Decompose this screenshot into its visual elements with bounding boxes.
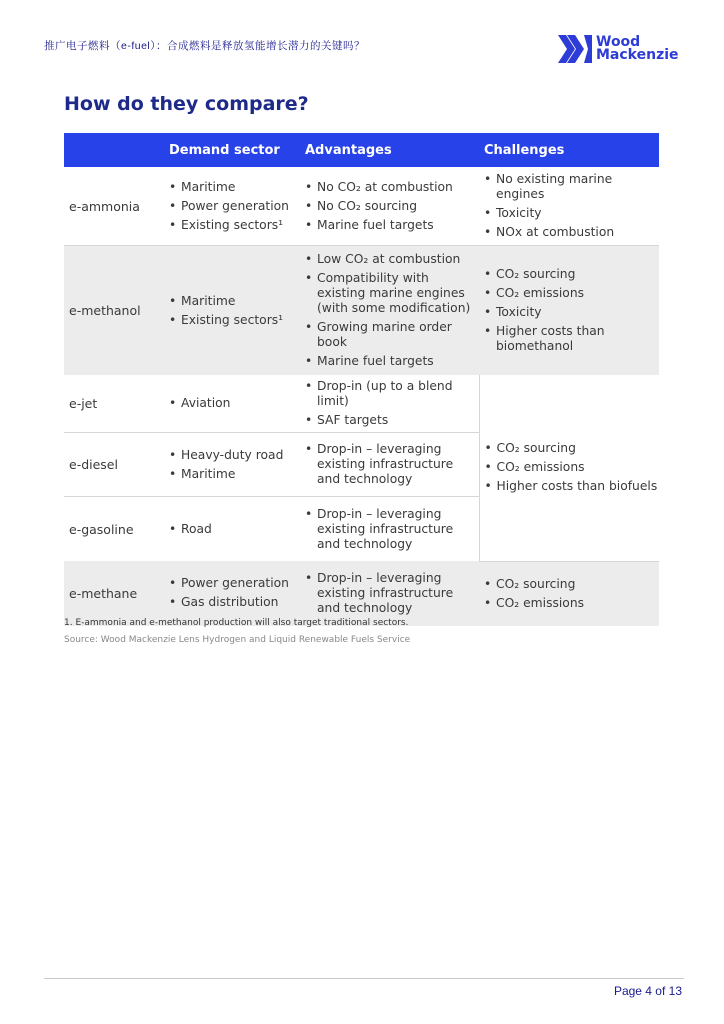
advantage-item: • Growing marine order book (305, 320, 479, 350)
logo-line-1: Wood (596, 34, 641, 50)
advantages-cell (300, 167, 479, 246)
advantage-item: • No CO₂ sourcing (305, 199, 479, 214)
advantage-item: • Drop-in (up to a blend limit) (305, 379, 479, 409)
challenge-item: • NOx at combustion (484, 225, 659, 240)
advantage-item: • Marine fuel targets (305, 218, 479, 233)
wood-mackenzie-logo (558, 34, 679, 64)
challenge-item: • CO₂ sourcing (485, 441, 660, 456)
advantages-cell (300, 497, 479, 562)
challenge-item: • Higher costs than biofuels (485, 479, 660, 494)
footer-divider (44, 978, 684, 979)
advantages-cell (300, 246, 479, 376)
challenge-item: • CO₂ emissions (485, 460, 660, 475)
demand-item: • Heavy-duty road (169, 448, 300, 463)
challenge-item: • CO₂ emissions (484, 596, 659, 611)
comparison-table (64, 133, 659, 626)
table-row-e-methanol (64, 246, 659, 376)
demand-item: • Gas distribution (169, 595, 300, 610)
fuel-name: e-methane (64, 561, 164, 626)
challenges-cell (479, 167, 659, 246)
demand-cell (164, 246, 300, 376)
source-note: Source: Wood Mackenzie Lens Hydrogen and Liquid Renewable Fuels Service (64, 635, 411, 645)
table-row-e-ammonia (64, 167, 659, 246)
table-footnote: 1. E-ammonia and e-methanol production will also target traditional sectors. (64, 618, 409, 628)
demand-cell (164, 433, 300, 497)
demand-item: • Power generation (169, 576, 300, 591)
column-header-challenges: Challenges (479, 133, 659, 167)
demand-cell (164, 375, 300, 433)
wm-logo-icon (558, 35, 592, 63)
challenge-item: • CO₂ emissions (484, 286, 659, 301)
challenge-item: • Higher costs than biomethanol (484, 324, 659, 354)
table-row-e-jet (64, 375, 659, 433)
advantage-item: • Drop-in – leveraging existing infrastructure and technology (305, 507, 479, 552)
demand-cell (164, 561, 300, 626)
fuel-name: e-ammonia (64, 167, 164, 246)
challenge-item: • CO₂ sourcing (484, 267, 659, 282)
advantage-item: • Marine fuel targets (305, 354, 479, 369)
demand-item: • Road (169, 522, 300, 537)
section-heading: How do they compare? (64, 93, 309, 115)
fuel-name: e-jet (64, 375, 164, 433)
challenge-item: • Toxicity (484, 206, 659, 221)
fuel-name: e-methanol (64, 246, 164, 376)
column-header-fuel (64, 133, 164, 167)
shared-challenges-cell (479, 375, 659, 561)
challenge-item: • No existing marine engines (484, 172, 659, 202)
challenges-cell (479, 561, 659, 626)
demand-item: • Power generation (169, 199, 300, 214)
advantages-cell (300, 561, 479, 626)
column-header-advantages: Advantages (300, 133, 479, 167)
advantage-item: • Drop-in – leveraging existing infrastructure and technology (305, 571, 479, 616)
advantages-cell (300, 375, 479, 433)
demand-item: • Existing sectors¹ (169, 313, 300, 328)
demand-item: • Existing sectors¹ (169, 218, 300, 233)
fuel-name: e-gasoline (69, 521, 134, 537)
demand-item: • Aviation (169, 396, 300, 411)
document-title: 推广电子燃料（e-fuel）：合成燃料是释放氢能增长潜力的关键吗？ (44, 40, 366, 52)
challenge-item: • CO₂ sourcing (484, 577, 659, 592)
fuel-name: e-diesel (64, 433, 164, 497)
demand-item: • Maritime (169, 180, 300, 195)
advantage-item: • SAF targets (305, 413, 479, 428)
demand-item: • Maritime (169, 294, 300, 309)
advantage-item: • No CO₂ at combustion (305, 180, 479, 195)
challenges-cell (479, 246, 659, 376)
advantage-item: • Drop-in – leveraging existing infrastructure and technology (305, 442, 479, 487)
advantage-item: • Compatibility with existing marine engines (with some modification) (305, 271, 479, 316)
column-header-demand-sector: Demand sector (164, 133, 300, 167)
advantage-item: • Low CO₂ at combustion (305, 252, 479, 267)
logo-line-2: Mackenzie (596, 47, 679, 63)
demand-cell (164, 167, 300, 246)
table-header-row (64, 133, 659, 167)
challenge-item: • Toxicity (484, 305, 659, 320)
demand-item: • Maritime (169, 467, 300, 482)
page-number: Page 4 of 13 (613, 984, 682, 998)
demand-cell (164, 497, 300, 562)
advantages-cell (300, 433, 479, 497)
table-row-e-methane (64, 561, 659, 626)
